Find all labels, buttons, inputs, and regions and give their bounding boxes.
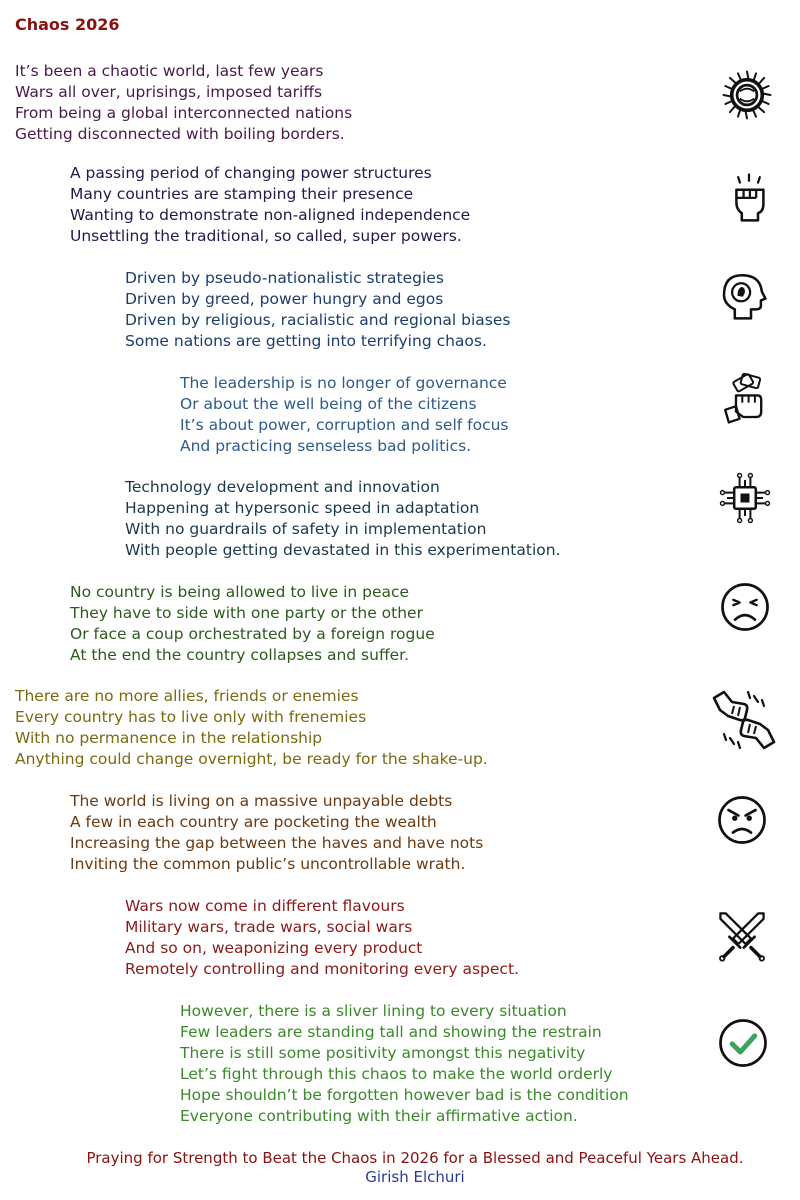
closing-prayer: Praying for Strength to Beat the Chaos in 2026 for a Blessed and Peaceful Years Ahead. [86,1149,744,1167]
stanza-line: Driven by religious, racialistic and regional biases [125,311,511,329]
raised-fist-icon [722,170,776,224]
stanza-line: They have to side with one party or the other [70,604,423,622]
stanza-line: Few leaders are standing tall and showing the restrain [180,1023,602,1041]
stanza-line: Happening at hypersonic speed in adaptation [125,499,480,517]
stanza-6 [70,582,435,666]
stanza-line: Increasing the gap between the haves and have nots [70,834,484,852]
stanza-10 [180,1001,629,1127]
stanza-line: Hope shouldn’t be forgotten however bad is the condition [180,1086,629,1104]
stanza-line: From being a global interconnected nations [15,104,353,122]
stanza-line: Unsettling the traditional, so called, super powers. [70,227,462,245]
stanza-line: Inviting the common public’s uncontrollable wrath. [70,855,466,873]
stanza-line: Getting disconnected with boiling borders. [15,125,345,143]
stanza-line: Or face a coup orchestrated by a foreign rogue [70,625,435,643]
stanza-line: A few in each country are pocketing the wealth [70,813,437,831]
stanza-line: There is still some positivity amongst this negativity [180,1044,586,1062]
stanza-1 [15,61,352,145]
stanza-line: With no guardrails of safety in implementation [125,520,487,538]
angry-face-icon [715,793,769,847]
stanza-line: With no permanence in the relationship [15,729,323,747]
stanza-line: It’s about power, corruption and self focus [180,416,509,434]
stanza-4 [180,373,509,457]
microchip-icon [718,471,772,525]
stanza-line: No country is being allowed to live in peace [70,583,410,601]
stanza-line: It’s been a chaotic world, last few years [15,62,324,80]
stanza-line: And so on, weaponizing every product [125,939,423,957]
crown-of-thorns-icon [720,68,774,122]
stanza-line: Or about the well being of the citizens [180,395,477,413]
stanza-9 [125,896,519,980]
stanza-line: The leadership is no longer of governance [180,374,507,392]
fist-bump-icon [710,688,778,752]
stanza-line: At the end the country collapses and suffer. [70,646,410,664]
stanza-line: A passing period of changing power structures [70,164,432,182]
ego-head-icon [715,268,769,322]
stanza-7 [15,686,488,770]
stanza-line: Wars now come in different flavours [125,897,405,915]
stanza-line: Remotely controlling and monitoring every aspect. [125,960,519,978]
check-circle-icon [716,1016,770,1070]
stanza-line: With people getting devastated in this experimentation. [125,541,561,559]
stanza-2 [70,163,470,247]
stanza-line: However, there is a sliver lining to every situation [180,1002,567,1020]
stanza-line: Military wars, trade wars, social wars [125,918,413,936]
stanza-line: The world is living on a massive unpayable debts [70,792,453,810]
crossed-swords-icon [715,908,769,962]
stanza-line: Driven by greed, power hungry and egos [125,290,444,308]
stanza-line: Wanting to demonstrate non-aligned independence [70,206,471,224]
author-name: Girish Elchuri [365,1168,465,1186]
stanza-line: Anything could change overnight, be ready for the shake-up. [15,750,488,768]
stanza-line: Every country has to live only with frenemies [15,708,367,726]
stanza-line: There are no more allies, friends or enemies [15,687,359,705]
stanza-line: Wars all over, uprisings, imposed tariffs [15,83,323,101]
hand-with-money-icon [718,372,772,426]
stanza-line: Many countries are stamping their presence [70,185,414,203]
stanza-line: Technology development and innovation [125,478,440,496]
stanza-8 [70,791,483,875]
stanza-line: Let’s fight through this chaos to make the world orderly [180,1065,613,1083]
poem-title: Chaos 2026 [15,15,120,34]
stanza-line: Driven by pseudo-nationalistic strategies [125,269,444,287]
stanza-line: Some nations are getting into terrifying chaos. [125,332,487,350]
stanza-line: And practicing senseless bad politics. [180,437,472,455]
stanza-5 [125,477,561,561]
stanza-3 [125,268,510,352]
stanza-line: Everyone contributing with their affirmative action. [180,1107,578,1125]
sad-face-icon [718,580,772,634]
